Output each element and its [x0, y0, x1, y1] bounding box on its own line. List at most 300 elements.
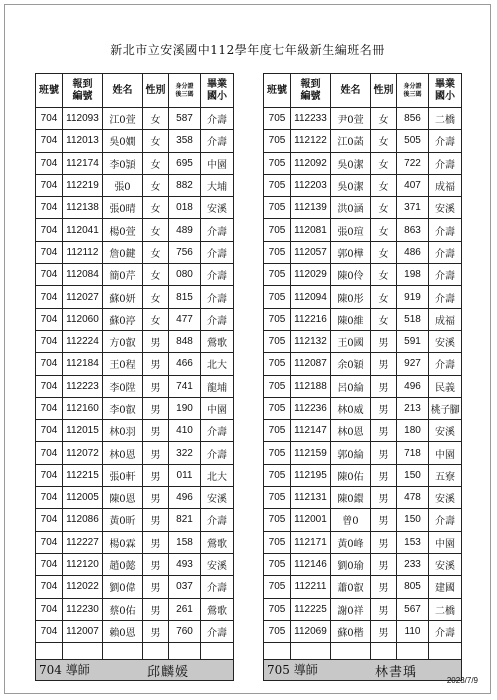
reg-no-cell: 112087: [291, 353, 331, 375]
table-row: [36, 353, 234, 375]
id-tail-cell: 496: [397, 375, 429, 397]
gender-cell: 女: [143, 130, 169, 152]
school-cell: 成福: [429, 174, 462, 196]
gender-cell: 女: [371, 152, 397, 174]
id-tail-cell: 198: [397, 264, 429, 286]
class-no-cell: 704: [36, 553, 63, 575]
blank-row: [36, 643, 234, 660]
id-tail-cell: 466: [169, 353, 201, 375]
reg-no-cell: 112211: [291, 576, 331, 598]
school-cell: 介壽: [201, 442, 234, 464]
class-no-cell: 705: [264, 420, 291, 442]
class-no-cell: 705: [264, 442, 291, 464]
class-no-cell: 705: [264, 130, 291, 152]
student-name-cell: 方0叡: [103, 330, 143, 352]
gender-cell: 男: [371, 531, 397, 553]
school-cell: 介壽: [201, 509, 234, 531]
gender-cell: 女: [143, 241, 169, 263]
gender-cell: 男: [371, 375, 397, 397]
gender-cell: 女: [371, 264, 397, 286]
reg-no-cell: 112122: [291, 130, 331, 152]
class-no-cell: 704: [36, 464, 63, 486]
table-row: [36, 197, 234, 219]
reg-no-cell: 112195: [291, 464, 331, 486]
class-no-cell: 704: [36, 197, 63, 219]
school-cell: 中園: [429, 531, 462, 553]
gender-cell: 男: [371, 397, 397, 419]
table-row: [36, 264, 234, 286]
gender-cell: 男: [143, 620, 169, 642]
student-name-cell: 吳0潔: [331, 152, 371, 174]
school-cell: 介壽: [201, 286, 234, 308]
class-704-table: [35, 73, 234, 681]
gender-cell: 男: [371, 487, 397, 509]
reg-no-cell: 112015: [63, 420, 103, 442]
id-tail-cell: 741: [169, 375, 201, 397]
student-name-cell: 賴0恩: [103, 620, 143, 642]
reg-no-cell: 112171: [291, 531, 331, 553]
school-cell: 安溪: [429, 197, 462, 219]
header-gender: 性別: [143, 74, 169, 108]
school-cell: 龍埔: [201, 375, 234, 397]
header-school: 畢業 國小: [429, 74, 462, 108]
gender-cell: 男: [371, 464, 397, 486]
id-tail-cell: 080: [169, 264, 201, 286]
id-tail-cell: 718: [397, 442, 429, 464]
student-name-cell: 黃0昕: [103, 509, 143, 531]
id-tail-cell: 567: [397, 598, 429, 620]
student-name-cell: 張0軒: [103, 464, 143, 486]
student-name-cell: 蔡0佑: [103, 598, 143, 620]
reg-no-cell: 112093: [63, 108, 103, 130]
id-tail-cell: 150: [397, 464, 429, 486]
reg-no-cell: 112013: [63, 130, 103, 152]
reg-no-cell: 112094: [291, 286, 331, 308]
print-date: 2023/7/9: [446, 676, 478, 685]
student-name-cell: 李0頴: [103, 152, 143, 174]
reg-no-cell: 112236: [291, 397, 331, 419]
school-cell: 民義: [429, 375, 462, 397]
school-cell: 安溪: [201, 197, 234, 219]
school-cell: 介壽: [201, 241, 234, 263]
class-no-cell: 704: [36, 442, 63, 464]
header-class: 班號: [264, 74, 291, 108]
id-tail-cell: 756: [169, 241, 201, 263]
school-cell: 五寮: [429, 464, 462, 486]
class-no-cell: 705: [264, 375, 291, 397]
class-no-cell: 705: [264, 330, 291, 352]
teacher-row: [264, 660, 462, 681]
table-row: [264, 598, 462, 620]
gender-cell: 男: [143, 420, 169, 442]
school-cell: 安溪: [429, 487, 462, 509]
id-tail-cell: 213: [397, 397, 429, 419]
gender-cell: 女: [371, 197, 397, 219]
student-name-cell: 吳0嫺: [103, 130, 143, 152]
gender-cell: 女: [143, 174, 169, 196]
id-tail-cell: 496: [169, 487, 201, 509]
id-tail-cell: 821: [169, 509, 201, 531]
class-no-cell: 705: [264, 308, 291, 330]
table-row: [264, 286, 462, 308]
reg-no-cell: 112069: [291, 620, 331, 642]
header-id-tail: 身分證 後三碼: [397, 74, 429, 108]
gender-cell: 女: [143, 308, 169, 330]
table-row: [36, 553, 234, 575]
student-name-cell: 蕭0叡: [331, 576, 371, 598]
class-no-cell: 704: [36, 598, 63, 620]
student-name-cell: 劉0瑜: [331, 553, 371, 575]
school-cell: 桃子腳: [429, 397, 462, 419]
reg-no-cell: 112159: [291, 442, 331, 464]
reg-no-cell: 112227: [63, 531, 103, 553]
gender-cell: 男: [143, 330, 169, 352]
table-row: [264, 219, 462, 241]
student-name-cell: 李0陞: [103, 375, 143, 397]
reg-no-cell: 112131: [291, 487, 331, 509]
student-name-cell: 蘇0渟: [103, 308, 143, 330]
table-row: [264, 487, 462, 509]
school-cell: 鶯歌: [201, 531, 234, 553]
table-row: [36, 620, 234, 642]
id-tail-cell: 180: [397, 420, 429, 442]
class-no-cell: 704: [36, 330, 63, 352]
school-cell: 安溪: [201, 487, 234, 509]
id-tail-cell: 407: [397, 174, 429, 196]
table-row: [36, 174, 234, 196]
school-cell: 介壽: [429, 152, 462, 174]
school-cell: 中園: [201, 397, 234, 419]
student-name-cell: 郭0綸: [331, 442, 371, 464]
class-no-cell: 704: [36, 108, 63, 130]
student-name-cell: 黃0峰: [331, 531, 371, 553]
school-cell: 介壽: [201, 576, 234, 598]
gender-cell: 男: [371, 598, 397, 620]
id-tail-cell: 882: [169, 174, 201, 196]
gender-cell: 女: [371, 130, 397, 152]
header-name: 姓名: [103, 74, 143, 108]
class-no-cell: 705: [264, 108, 291, 130]
reg-no-cell: 112233: [291, 108, 331, 130]
school-cell: 介壽: [429, 219, 462, 241]
reg-no-cell: 112027: [63, 286, 103, 308]
student-name-cell: 林0羽: [103, 420, 143, 442]
school-cell: 二橋: [429, 108, 462, 130]
student-name-cell: 蘇0楷: [331, 620, 371, 642]
student-name-cell: 王0程: [103, 353, 143, 375]
id-tail-cell: 722: [397, 152, 429, 174]
student-name-cell: 陳0彤: [331, 286, 371, 308]
reg-no-cell: 112057: [291, 241, 331, 263]
id-tail-cell: 110: [397, 620, 429, 642]
gender-cell: 女: [143, 197, 169, 219]
table-row: [36, 598, 234, 620]
teacher-label: 導師: [293, 662, 318, 677]
school-cell: 介壽: [429, 620, 462, 642]
student-name-cell: 林0恩: [331, 420, 371, 442]
student-name-cell: 江0萱: [103, 108, 143, 130]
reg-no-cell: 112215: [63, 464, 103, 486]
roster-page: [4, 4, 491, 694]
reg-no-cell: 112223: [63, 375, 103, 397]
table-row: [36, 375, 234, 397]
table-row: [36, 308, 234, 330]
table-row: [264, 241, 462, 263]
school-cell: 二橋: [429, 598, 462, 620]
student-name-cell: 余0穎: [331, 353, 371, 375]
class-no-cell: 705: [264, 174, 291, 196]
class-no-cell: 704: [36, 353, 63, 375]
reg-no-cell: 112139: [291, 197, 331, 219]
id-tail-cell: 261: [169, 598, 201, 620]
student-name-cell: 陳0伶: [331, 264, 371, 286]
reg-no-cell: 112188: [291, 375, 331, 397]
student-name-cell: 張0: [103, 174, 143, 196]
student-name-cell: 吳0潔: [331, 174, 371, 196]
school-cell: 北大: [201, 353, 234, 375]
class-no-cell: 704: [36, 286, 63, 308]
reg-no-cell: 112147: [291, 420, 331, 442]
school-cell: 中園: [201, 152, 234, 174]
gender-cell: 男: [371, 330, 397, 352]
class-no-cell: 705: [264, 464, 291, 486]
table-row: [264, 531, 462, 553]
school-cell: 介壽: [429, 241, 462, 263]
id-tail-cell: 478: [397, 487, 429, 509]
gender-cell: 男: [143, 531, 169, 553]
gender-cell: 女: [143, 108, 169, 130]
table-row: [36, 330, 234, 352]
gender-cell: 男: [371, 353, 397, 375]
id-tail-cell: 190: [169, 397, 201, 419]
gender-cell: 女: [143, 286, 169, 308]
id-tail-cell: 518: [397, 308, 429, 330]
header-id-tail: 身分證 後三碼: [169, 74, 201, 108]
class-no-cell: 704: [36, 219, 63, 241]
id-tail-cell: 477: [169, 308, 201, 330]
school-cell: 鶯歌: [201, 598, 234, 620]
student-name-cell: 洪0涵: [331, 197, 371, 219]
header-gender: 性別: [371, 74, 397, 108]
school-cell: 介壽: [429, 286, 462, 308]
student-name-cell: 尹0萱: [331, 108, 371, 130]
reg-no-cell: 112219: [63, 174, 103, 196]
table-row: [264, 353, 462, 375]
table-row: [36, 531, 234, 553]
school-cell: 鶯歌: [201, 330, 234, 352]
reg-no-cell: 112138: [63, 197, 103, 219]
school-cell: 介壽: [201, 219, 234, 241]
reg-no-cell: 112132: [291, 330, 331, 352]
school-cell: 介壽: [201, 108, 234, 130]
header-school: 畢業 國小: [201, 74, 234, 108]
reg-no-cell: 112160: [63, 397, 103, 419]
id-tail-cell: 486: [397, 241, 429, 263]
gender-cell: 男: [143, 598, 169, 620]
id-tail-cell: 233: [397, 553, 429, 575]
class-no-cell: 705: [264, 241, 291, 263]
student-name-cell: 江0菡: [331, 130, 371, 152]
table-row: [36, 464, 234, 486]
student-name-cell: 張0瑄: [331, 219, 371, 241]
school-cell: 介壽: [201, 420, 234, 442]
gender-cell: 女: [371, 219, 397, 241]
table-row: [36, 442, 234, 464]
gender-cell: 男: [143, 353, 169, 375]
table-row: [36, 130, 234, 152]
gender-cell: 男: [143, 576, 169, 598]
student-name-cell: 楊0霖: [103, 531, 143, 553]
class-no-cell: 704: [36, 308, 63, 330]
class-no-cell: 705: [264, 152, 291, 174]
reg-no-cell: 112041: [63, 219, 103, 241]
class-no-cell: 704: [36, 420, 63, 442]
gender-cell: 女: [371, 308, 397, 330]
table-row: [264, 174, 462, 196]
reg-no-cell: 112203: [291, 174, 331, 196]
table-row: [264, 464, 462, 486]
reg-no-cell: 112230: [63, 598, 103, 620]
id-tail-cell: 848: [169, 330, 201, 352]
student-name-cell: 陳0鐶: [331, 487, 371, 509]
blank-row: [264, 643, 462, 660]
table-row: [264, 620, 462, 642]
school-cell: 介壽: [429, 509, 462, 531]
table-row: [264, 264, 462, 286]
reg-no-cell: 112029: [291, 264, 331, 286]
id-tail-cell: 587: [169, 108, 201, 130]
gender-cell: 女: [143, 264, 169, 286]
class-no-cell: 704: [36, 241, 63, 263]
student-name-cell: 林0威: [331, 397, 371, 419]
class-no-cell: 705: [264, 620, 291, 642]
student-name-cell: 李0叡: [103, 397, 143, 419]
class-no-cell: 704: [36, 152, 63, 174]
id-tail-cell: 505: [397, 130, 429, 152]
table-header: [36, 74, 234, 108]
reg-no-cell: 112084: [63, 264, 103, 286]
reg-no-cell: 112225: [291, 598, 331, 620]
gender-cell: 男: [371, 420, 397, 442]
class-no-cell: 704: [36, 509, 63, 531]
table-row: [264, 420, 462, 442]
student-name-cell: 簡0芹: [103, 264, 143, 286]
table-row: [36, 152, 234, 174]
class-no-cell: 705: [264, 487, 291, 509]
gender-cell: 女: [371, 286, 397, 308]
student-name-cell: 陳0維: [331, 308, 371, 330]
reg-no-cell: 112022: [63, 576, 103, 598]
id-tail-cell: 489: [169, 219, 201, 241]
table-row: [264, 509, 462, 531]
student-name-cell: 呂0綸: [331, 375, 371, 397]
class-no-cell: 704: [36, 174, 63, 196]
teacher-name: 邱麟媛: [146, 664, 189, 680]
table-row: [264, 152, 462, 174]
id-tail-cell: 919: [397, 286, 429, 308]
id-tail-cell: 150: [397, 509, 429, 531]
table-row: [264, 442, 462, 464]
class-no-cell: 705: [264, 509, 291, 531]
gender-cell: 男: [371, 553, 397, 575]
student-name-cell: 趙0懿: [103, 553, 143, 575]
reg-no-cell: 112184: [63, 353, 103, 375]
student-name-cell: 曾0: [331, 509, 371, 531]
student-name-cell: 謝0祥: [331, 598, 371, 620]
class-no-cell: 704: [36, 487, 63, 509]
class-no-cell: 705: [264, 576, 291, 598]
table-row: [264, 308, 462, 330]
class-no-cell: 704: [36, 264, 63, 286]
id-tail-cell: 018: [169, 197, 201, 219]
table-row: [264, 108, 462, 130]
reg-no-cell: 112224: [63, 330, 103, 352]
class-no-cell: 705: [264, 353, 291, 375]
gender-cell: 男: [371, 576, 397, 598]
id-tail-cell: 805: [397, 576, 429, 598]
student-name-cell: 劉0偉: [103, 576, 143, 598]
gender-cell: 男: [143, 487, 169, 509]
class-no-cell: 705: [264, 197, 291, 219]
school-cell: 成福: [429, 308, 462, 330]
teacher-class-no: 705: [267, 662, 290, 677]
reg-no-cell: 112120: [63, 553, 103, 575]
id-tail-cell: 591: [397, 330, 429, 352]
school-cell: 建國: [429, 576, 462, 598]
reg-no-cell: 112081: [291, 219, 331, 241]
id-tail-cell: 493: [169, 553, 201, 575]
class-no-cell: 704: [36, 620, 63, 642]
reg-no-cell: 112005: [63, 487, 103, 509]
id-tail-cell: 371: [397, 197, 429, 219]
id-tail-cell: 695: [169, 152, 201, 174]
gender-cell: 男: [143, 442, 169, 464]
table-row: [36, 108, 234, 130]
student-name-cell: 蘇0妍: [103, 286, 143, 308]
student-name-cell: 林0恩: [103, 442, 143, 464]
header-name: 姓名: [331, 74, 371, 108]
table-row: [264, 130, 462, 152]
gender-cell: 男: [143, 509, 169, 531]
student-name-cell: 詹0鍵: [103, 241, 143, 263]
school-cell: 北大: [201, 464, 234, 486]
table-row: [36, 420, 234, 442]
class-no-cell: 705: [264, 219, 291, 241]
id-tail-cell: 153: [397, 531, 429, 553]
table-row: [264, 576, 462, 598]
header-reg-no: 報到 編號: [291, 74, 331, 108]
reg-no-cell: 112086: [63, 509, 103, 531]
school-cell: 介壽: [201, 620, 234, 642]
school-cell: 介壽: [429, 353, 462, 375]
reg-no-cell: 112092: [291, 152, 331, 174]
table-row: [264, 375, 462, 397]
table-header: [264, 74, 462, 108]
table-row: [36, 286, 234, 308]
table-row: [36, 487, 234, 509]
class-no-cell: 705: [264, 397, 291, 419]
gender-cell: 男: [143, 553, 169, 575]
reg-no-cell: 112146: [291, 553, 331, 575]
gender-cell: 男: [143, 464, 169, 486]
school-cell: 介壽: [429, 130, 462, 152]
id-tail-cell: 037: [169, 576, 201, 598]
student-name-cell: 楊0萱: [103, 219, 143, 241]
student-name-cell: 郭0樺: [331, 241, 371, 263]
id-tail-cell: 011: [169, 464, 201, 486]
school-cell: 安溪: [429, 420, 462, 442]
header-class: 班號: [36, 74, 63, 108]
